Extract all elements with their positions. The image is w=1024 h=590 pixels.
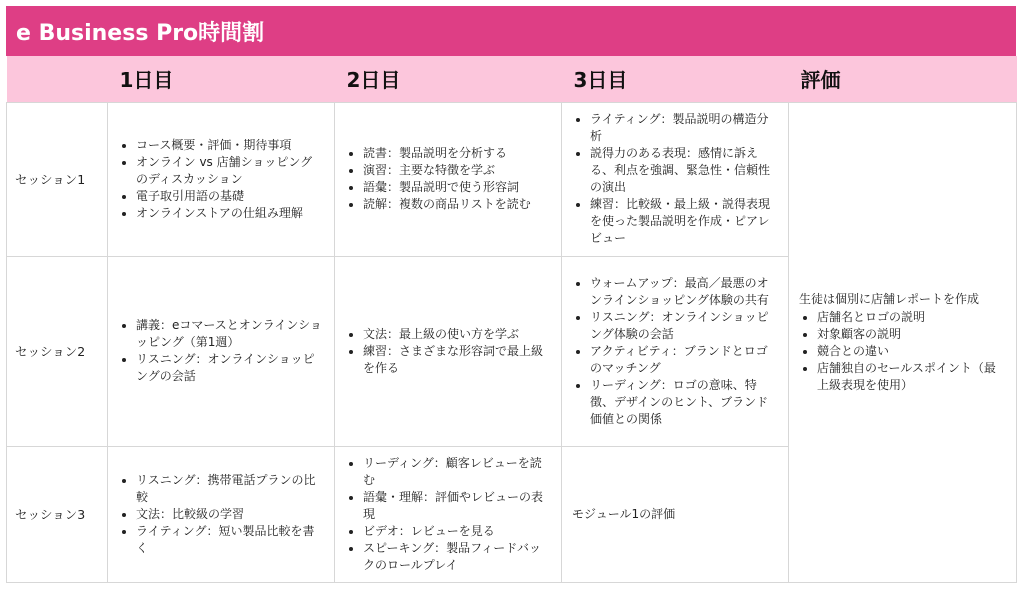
list-item: • 練習：比較級・最上級・説得表現を使った製品説明を作成・ピアレビュー <box>590 196 778 247</box>
list-item: • 対象顧客の説明 <box>817 326 1006 343</box>
header-day2: 2日目 <box>335 56 562 102</box>
topic-list <box>345 145 551 213</box>
timetable <box>6 56 1017 583</box>
list-item: • ライティング：製品説明の構造分析 <box>590 111 778 145</box>
topic-list <box>118 317 324 385</box>
day2-cell <box>335 102 562 256</box>
list-item: • 店舗独自のセールスポイント（最上級表現を使用） <box>817 360 1006 394</box>
list-item: • ビデオ：レビューを見る <box>363 523 551 540</box>
header-blank <box>7 56 108 102</box>
day3-cell <box>562 256 789 446</box>
header-day3: 3日目 <box>562 56 789 102</box>
list-item: • 競合との違い <box>817 343 1006 360</box>
header-row <box>7 56 1017 102</box>
list-item: • コース概要・評価・期待事項 <box>136 137 324 154</box>
day3-cell: モジュール1の評価 <box>562 446 789 582</box>
session-label: セッション2 <box>7 256 108 446</box>
list-item: • 説得力のある表現：感情に訴える、利点を強調、緊急性・信頼性の演出 <box>590 145 778 196</box>
list-item: • リーディング：ロゴの意味、特徴、デザインのヒント、ブランド価値との関係 <box>590 377 778 428</box>
topic-list <box>345 326 551 377</box>
list-item: • 店舗名とロゴの説明 <box>817 309 1006 326</box>
day1-cell <box>108 102 335 256</box>
header-day1: 1日目 <box>108 56 335 102</box>
topic-list <box>118 472 324 557</box>
page-title: e Business Pro時間割 <box>6 6 1016 56</box>
day2-cell <box>335 256 562 446</box>
list-item: • 練習：さまざまな形容詞で最上級を作る <box>363 343 551 377</box>
list-item: • アクティビティ：ブランドとロゴのマッチング <box>590 343 778 377</box>
topic-list <box>118 137 324 222</box>
header-evaluation: 評価 <box>789 56 1017 102</box>
session-label: セッション3 <box>7 446 108 582</box>
topic-list <box>345 455 551 574</box>
list-item: • リーディング：顧客レビューを読む <box>363 455 551 489</box>
day3-cell <box>562 102 789 256</box>
topic-list <box>572 275 778 428</box>
list-item: • 語彙：製品説明で使う形容詞 <box>363 179 551 196</box>
list-item: • ウォームアップ：最高／最悪のオンラインショッピング体験の共有 <box>590 275 778 309</box>
list-item: • リスニング：オンラインショッピングの会話 <box>136 351 324 385</box>
list-item: • 文法：最上級の使い方を学ぶ <box>363 326 551 343</box>
list-item: • ライティング：短い製品比較を書く <box>136 523 324 557</box>
timetable-frame <box>6 6 1016 584</box>
list-item: • リスニング：オンラインショッピング体験の会話 <box>590 309 778 343</box>
evaluation-list <box>799 309 1006 394</box>
list-item: • 電子取引用語の基礎 <box>136 188 324 205</box>
day1-cell <box>108 256 335 446</box>
list-item: • 文法：比較級の学習 <box>136 506 324 523</box>
day2-cell <box>335 446 562 582</box>
list-item: • 演習：主要な特徴を学ぶ <box>363 162 551 179</box>
evaluation-cell <box>789 102 1017 582</box>
list-item: • リスニング：携帯電話プランの比較 <box>136 472 324 506</box>
list-item: • スピーキング：製品フィードバックのロールプレイ <box>363 540 551 574</box>
list-item: • 講義：eコマースとオンラインショッピング（第1週） <box>136 317 324 351</box>
session-label: セッション1 <box>7 102 108 256</box>
session-row <box>7 102 1017 256</box>
day1-cell <box>108 446 335 582</box>
list-item: • オンライン vs 店舗ショッピングのディスカッション <box>136 154 324 188</box>
list-item: • 語彙・理解：評価やレビューの表現 <box>363 489 551 523</box>
topic-list <box>572 111 778 247</box>
list-item: • 読書：製品説明を分析する <box>363 145 551 162</box>
list-item: • 読解：複数の商品リストを読む <box>363 196 551 213</box>
list-item: • オンラインストアの仕組み理解 <box>136 205 324 222</box>
evaluation-intro: 生徒は個別に店舗レポートを作成 <box>799 291 980 306</box>
